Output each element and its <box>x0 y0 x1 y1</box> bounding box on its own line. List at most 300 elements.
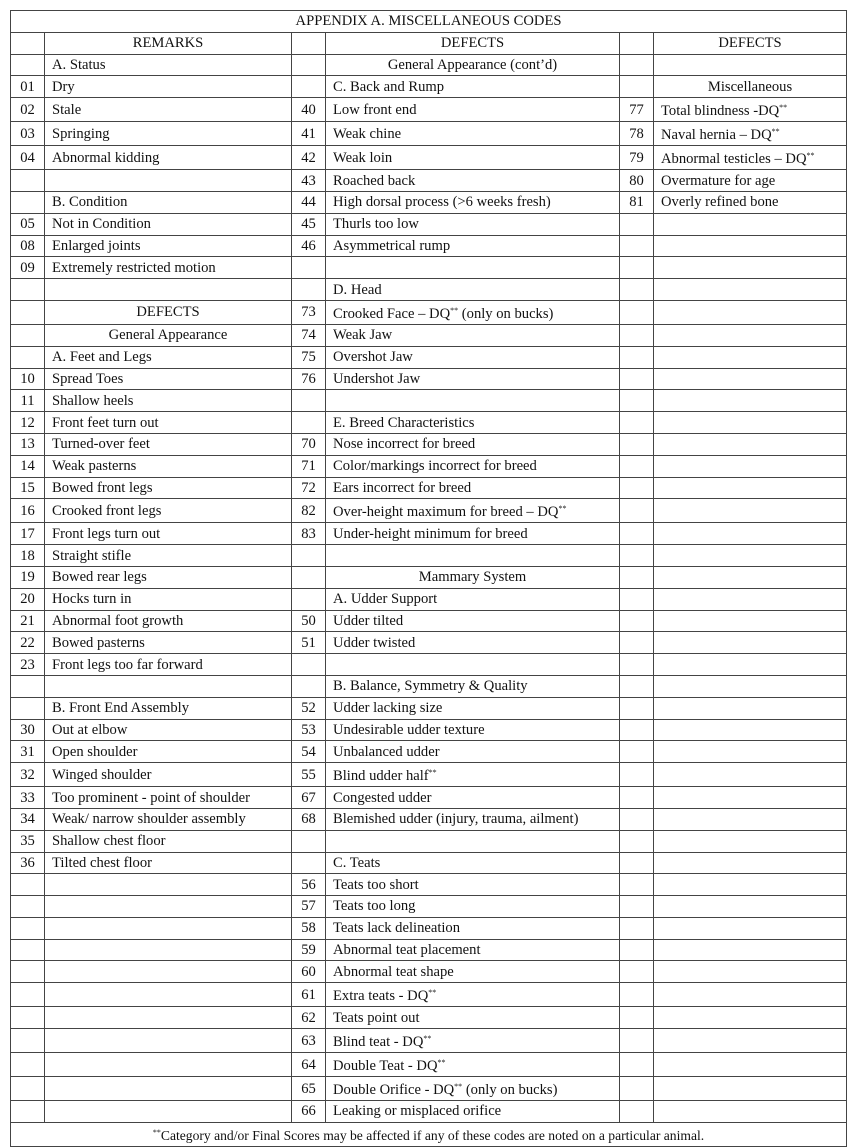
description-cell <box>654 346 847 368</box>
code-cell <box>620 852 654 874</box>
code-cell <box>620 654 654 676</box>
description-cell <box>45 675 292 697</box>
description-cell <box>654 675 847 697</box>
code-cell <box>620 545 654 567</box>
code-cell: 79 <box>620 146 654 170</box>
code-cell: 53 <box>292 719 326 741</box>
description-cell: Double Orifice - DQ** (only on bucks) <box>326 1077 620 1101</box>
description-cell: Open shoulder <box>45 741 292 763</box>
code-cell <box>292 257 326 279</box>
code-cell <box>620 896 654 918</box>
code-cell: 05 <box>11 213 45 235</box>
codes-table <box>10 10 847 1147</box>
description-cell: Not in Condition <box>45 213 292 235</box>
code-cell <box>620 412 654 434</box>
code-cell: 78 <box>620 122 654 146</box>
table-row <box>11 170 847 192</box>
description-cell: B. Balance, Symmetry & Quality <box>326 675 620 697</box>
code-cell: 15 <box>11 477 45 499</box>
code-cell: 35 <box>11 830 45 852</box>
code-cell <box>292 390 326 412</box>
code-cell: 50 <box>292 610 326 632</box>
code-cell: 34 <box>11 808 45 830</box>
description-cell: Weak loin <box>326 146 620 170</box>
description-cell: High dorsal process (>6 weeks fresh) <box>326 191 620 213</box>
code-cell: 16 <box>11 499 45 523</box>
code-cell: 20 <box>11 588 45 610</box>
code-cell: 60 <box>292 961 326 983</box>
table-row <box>11 191 847 213</box>
description-cell: Naval hernia – DQ** <box>654 122 847 146</box>
description-cell: Abnormal foot growth <box>45 610 292 632</box>
code-cell: 75 <box>292 346 326 368</box>
description-cell: Roached back <box>326 170 620 192</box>
code-cell <box>11 54 45 76</box>
code-cell <box>620 983 654 1007</box>
code-cell <box>11 939 45 961</box>
description-cell: Weak/ narrow shoulder assembly <box>45 808 292 830</box>
code-cell <box>620 257 654 279</box>
description-cell <box>326 545 620 567</box>
code-cell: 74 <box>292 324 326 346</box>
description-cell: E. Breed Characteristics <box>326 412 620 434</box>
code-cell <box>620 235 654 257</box>
description-cell: Udder lacking size <box>326 697 620 719</box>
description-cell <box>654 324 847 346</box>
table-row <box>11 917 847 939</box>
code-cell <box>620 279 654 301</box>
table-row <box>11 455 847 477</box>
code-cell: 10 <box>11 368 45 390</box>
code-cell: 82 <box>292 499 326 523</box>
table-row <box>11 896 847 918</box>
code-cell <box>11 874 45 896</box>
description-cell <box>654 1077 847 1101</box>
code-cell <box>620 455 654 477</box>
code-cell <box>11 1029 45 1053</box>
code-cell: 09 <box>11 257 45 279</box>
code-cell: 76 <box>292 368 326 390</box>
description-cell <box>654 545 847 567</box>
table-row <box>11 787 847 809</box>
description-cell: Tilted chest floor <box>45 852 292 874</box>
code-cell: 45 <box>292 213 326 235</box>
table-row <box>11 654 847 676</box>
code-cell: 43 <box>292 170 326 192</box>
description-cell <box>654 368 847 390</box>
description-cell: Undershot Jaw <box>326 368 620 390</box>
description-cell: General Appearance <box>45 324 292 346</box>
table-row <box>11 610 847 632</box>
code-cell <box>620 808 654 830</box>
description-cell: Front legs turn out <box>45 523 292 545</box>
code-cell: 57 <box>292 896 326 918</box>
description-cell: Abnormal teat placement <box>326 939 620 961</box>
description-cell: Overmature for age <box>654 170 847 192</box>
description-cell: Leaking or misplaced orifice <box>326 1101 620 1123</box>
description-cell <box>654 830 847 852</box>
description-cell: Undesirable udder texture <box>326 719 620 741</box>
description-cell <box>654 939 847 961</box>
code-cell <box>620 346 654 368</box>
code-cell <box>620 830 654 852</box>
description-cell: Thurls too low <box>326 213 620 235</box>
description-cell <box>654 1101 847 1123</box>
code-cell: 63 <box>292 1029 326 1053</box>
code-cell <box>620 368 654 390</box>
code-cell: 52 <box>292 697 326 719</box>
description-cell: Bowed pasterns <box>45 632 292 654</box>
code-cell <box>620 499 654 523</box>
description-cell <box>654 566 847 588</box>
code-cell: 55 <box>292 763 326 787</box>
code-cell <box>620 697 654 719</box>
description-cell <box>45 917 292 939</box>
table-row <box>11 122 847 146</box>
table-row <box>11 808 847 830</box>
description-cell <box>326 830 620 852</box>
code-cell: 21 <box>11 610 45 632</box>
header-remarks: REMARKS <box>45 32 292 54</box>
footnote-row <box>11 1122 847 1146</box>
description-cell: Spread Toes <box>45 368 292 390</box>
description-cell: Weak Jaw <box>326 324 620 346</box>
code-cell: 01 <box>11 76 45 98</box>
code-cell <box>620 390 654 412</box>
description-cell: Teats too long <box>326 896 620 918</box>
code-cell <box>620 300 654 324</box>
table-row <box>11 1053 847 1077</box>
description-cell <box>45 983 292 1007</box>
description-cell: Ears incorrect for breed <box>326 477 620 499</box>
code-cell: 66 <box>292 1101 326 1123</box>
description-cell <box>654 499 847 523</box>
table-row <box>11 146 847 170</box>
header-defects-misc: DEFECTS <box>654 32 847 54</box>
code-cell <box>11 896 45 918</box>
code-cell: 41 <box>292 122 326 146</box>
description-cell: Teats point out <box>326 1007 620 1029</box>
description-cell: Shallow heels <box>45 390 292 412</box>
description-cell: Springing <box>45 122 292 146</box>
description-cell: DEFECTS <box>45 300 292 324</box>
code-cell <box>620 741 654 763</box>
code-cell <box>292 830 326 852</box>
description-cell <box>326 654 620 676</box>
code-cell <box>620 1053 654 1077</box>
table-row <box>11 433 847 455</box>
description-cell: Nose incorrect for breed <box>326 433 620 455</box>
description-cell <box>654 787 847 809</box>
code-cell <box>11 1077 45 1101</box>
code-cell: 18 <box>11 545 45 567</box>
code-cell <box>11 917 45 939</box>
code-cell: 30 <box>11 719 45 741</box>
description-cell: A. Feet and Legs <box>45 346 292 368</box>
description-cell <box>654 1053 847 1077</box>
description-cell <box>45 1053 292 1077</box>
table-row <box>11 719 847 741</box>
page-title: APPENDIX A. MISCELLANEOUS CODES <box>11 11 847 33</box>
code-cell <box>292 852 326 874</box>
description-cell: Turned-over feet <box>45 433 292 455</box>
description-cell: Udder twisted <box>326 632 620 654</box>
code-cell: 80 <box>620 170 654 192</box>
code-cell: 03 <box>11 122 45 146</box>
table-row <box>11 477 847 499</box>
description-cell: D. Head <box>326 279 620 301</box>
code-cell: 54 <box>292 741 326 763</box>
description-cell <box>654 523 847 545</box>
code-cell: 11 <box>11 390 45 412</box>
header-code-cell <box>292 32 326 54</box>
table-row <box>11 566 847 588</box>
description-cell: Front feet turn out <box>45 412 292 434</box>
code-cell <box>620 939 654 961</box>
table-row <box>11 961 847 983</box>
description-cell <box>654 300 847 324</box>
description-cell <box>654 874 847 896</box>
code-cell: 02 <box>11 98 45 122</box>
appendix-page <box>10 10 846 1147</box>
description-cell <box>45 1101 292 1123</box>
description-cell <box>45 170 292 192</box>
description-cell <box>654 433 847 455</box>
code-cell <box>11 346 45 368</box>
description-cell <box>654 477 847 499</box>
description-cell: Overshot Jaw <box>326 346 620 368</box>
description-cell <box>654 719 847 741</box>
code-cell <box>620 523 654 545</box>
code-cell: 42 <box>292 146 326 170</box>
description-cell: Crooked Face – DQ** (only on bucks) <box>326 300 620 324</box>
table-row <box>11 368 847 390</box>
code-cell <box>620 1077 654 1101</box>
code-cell <box>11 324 45 346</box>
code-cell: 44 <box>292 191 326 213</box>
code-cell <box>292 76 326 98</box>
code-cell: 56 <box>292 874 326 896</box>
table-row <box>11 390 847 412</box>
description-cell <box>654 632 847 654</box>
code-cell: 67 <box>292 787 326 809</box>
code-cell <box>292 654 326 676</box>
description-cell: Blind udder half** <box>326 763 620 787</box>
description-cell: Over-height maximum for breed – DQ** <box>326 499 620 523</box>
code-cell <box>11 300 45 324</box>
table-row <box>11 257 847 279</box>
code-cell <box>620 76 654 98</box>
code-cell <box>292 566 326 588</box>
description-cell: B. Condition <box>45 191 292 213</box>
description-cell: Weak chine <box>326 122 620 146</box>
description-cell: Enlarged joints <box>45 235 292 257</box>
description-cell: Hocks turn in <box>45 588 292 610</box>
description-cell: General Appearance (cont’d) <box>326 54 620 76</box>
table-row <box>11 346 847 368</box>
code-cell: 22 <box>11 632 45 654</box>
code-cell <box>620 324 654 346</box>
code-cell <box>620 1101 654 1123</box>
description-cell: Crooked front legs <box>45 499 292 523</box>
code-cell <box>620 632 654 654</box>
code-cell <box>620 787 654 809</box>
description-cell: C. Back and Rump <box>326 76 620 98</box>
code-cell: 19 <box>11 566 45 588</box>
table-row <box>11 632 847 654</box>
code-cell: 64 <box>292 1053 326 1077</box>
description-cell <box>654 455 847 477</box>
table-row <box>11 235 847 257</box>
code-cell: 04 <box>11 146 45 170</box>
code-cell: 70 <box>292 433 326 455</box>
table-row <box>11 983 847 1007</box>
description-cell: Abnormal teat shape <box>326 961 620 983</box>
description-cell: Miscellaneous <box>654 76 847 98</box>
code-cell <box>620 477 654 499</box>
description-cell: Too prominent - point of shoulder <box>45 787 292 809</box>
description-cell <box>654 610 847 632</box>
table-row <box>11 545 847 567</box>
description-cell: C. Teats <box>326 852 620 874</box>
code-cell: 36 <box>11 852 45 874</box>
table-row <box>11 741 847 763</box>
description-cell <box>654 412 847 434</box>
table-row <box>11 763 847 787</box>
code-cell: 61 <box>292 983 326 1007</box>
description-cell: Blind teat - DQ** <box>326 1029 620 1053</box>
code-cell: 65 <box>292 1077 326 1101</box>
code-cell: 46 <box>292 235 326 257</box>
code-cell <box>11 961 45 983</box>
code-cell <box>620 54 654 76</box>
code-cell: 72 <box>292 477 326 499</box>
table-row <box>11 300 847 324</box>
code-cell: 77 <box>620 98 654 122</box>
table-row <box>11 523 847 545</box>
description-cell <box>654 235 847 257</box>
code-cell: 59 <box>292 939 326 961</box>
description-cell: Out at elbow <box>45 719 292 741</box>
table-row <box>11 675 847 697</box>
table-row <box>11 54 847 76</box>
code-cell: 33 <box>11 787 45 809</box>
description-cell: Color/markings incorrect for breed <box>326 455 620 477</box>
code-cell: 31 <box>11 741 45 763</box>
description-cell <box>45 961 292 983</box>
code-cell: 73 <box>292 300 326 324</box>
description-cell: Congested udder <box>326 787 620 809</box>
code-cell: 62 <box>292 1007 326 1029</box>
description-cell: Under-height minimum for breed <box>326 523 620 545</box>
table-row <box>11 213 847 235</box>
header-code-cell <box>11 32 45 54</box>
description-cell <box>654 763 847 787</box>
table-row <box>11 98 847 122</box>
code-cell: 51 <box>292 632 326 654</box>
description-cell <box>654 917 847 939</box>
table-row <box>11 1007 847 1029</box>
table-row <box>11 1029 847 1053</box>
code-cell <box>620 719 654 741</box>
code-cell <box>292 588 326 610</box>
table-row <box>11 588 847 610</box>
table-row <box>11 1077 847 1101</box>
code-cell <box>292 54 326 76</box>
code-cell <box>620 1007 654 1029</box>
description-cell <box>654 257 847 279</box>
table-row <box>11 499 847 523</box>
table-row <box>11 412 847 434</box>
description-cell <box>654 808 847 830</box>
description-cell: Bowed rear legs <box>45 566 292 588</box>
code-cell <box>620 566 654 588</box>
code-cell <box>11 279 45 301</box>
footnote: **Category and/or Final Scores may be affected if any of these codes are noted on a particular animal. <box>11 1122 847 1146</box>
description-cell <box>654 54 847 76</box>
table-row <box>11 1101 847 1123</box>
code-cell: 58 <box>292 917 326 939</box>
description-cell: Unbalanced udder <box>326 741 620 763</box>
description-cell <box>654 896 847 918</box>
description-cell: A. Status <box>45 54 292 76</box>
description-cell: Low front end <box>326 98 620 122</box>
code-cell <box>292 675 326 697</box>
table-row <box>11 874 847 896</box>
description-cell: Abnormal testicles – DQ** <box>654 146 847 170</box>
code-cell: 81 <box>620 191 654 213</box>
description-cell: Udder tilted <box>326 610 620 632</box>
description-cell: Extra teats - DQ** <box>326 983 620 1007</box>
description-cell <box>654 697 847 719</box>
table-row <box>11 830 847 852</box>
description-cell <box>654 654 847 676</box>
code-cell: 12 <box>11 412 45 434</box>
description-cell: Winged shoulder <box>45 763 292 787</box>
description-cell <box>654 741 847 763</box>
code-cell <box>620 675 654 697</box>
code-cell <box>620 610 654 632</box>
code-cell: 14 <box>11 455 45 477</box>
description-cell <box>45 896 292 918</box>
description-cell: Front legs too far forward <box>45 654 292 676</box>
header-row <box>11 32 847 54</box>
header-defects: DEFECTS <box>326 32 620 54</box>
description-cell: Dry <box>45 76 292 98</box>
title-row <box>11 11 847 33</box>
description-cell: Teats lack delineation <box>326 917 620 939</box>
description-cell: Blemished udder (injury, trauma, ailment) <box>326 808 620 830</box>
code-cell <box>620 763 654 787</box>
description-cell <box>326 390 620 412</box>
description-cell <box>45 279 292 301</box>
codes-body <box>11 54 847 1122</box>
description-cell: Weak pasterns <box>45 455 292 477</box>
code-cell <box>620 917 654 939</box>
code-cell <box>11 675 45 697</box>
code-cell <box>11 983 45 1007</box>
description-cell <box>45 939 292 961</box>
code-cell <box>620 433 654 455</box>
header-code-cell <box>620 32 654 54</box>
description-cell: B. Front End Assembly <box>45 697 292 719</box>
description-cell <box>654 1007 847 1029</box>
code-cell <box>11 170 45 192</box>
code-cell <box>11 1053 45 1077</box>
code-cell <box>11 1101 45 1123</box>
code-cell <box>292 412 326 434</box>
description-cell: Shallow chest floor <box>45 830 292 852</box>
